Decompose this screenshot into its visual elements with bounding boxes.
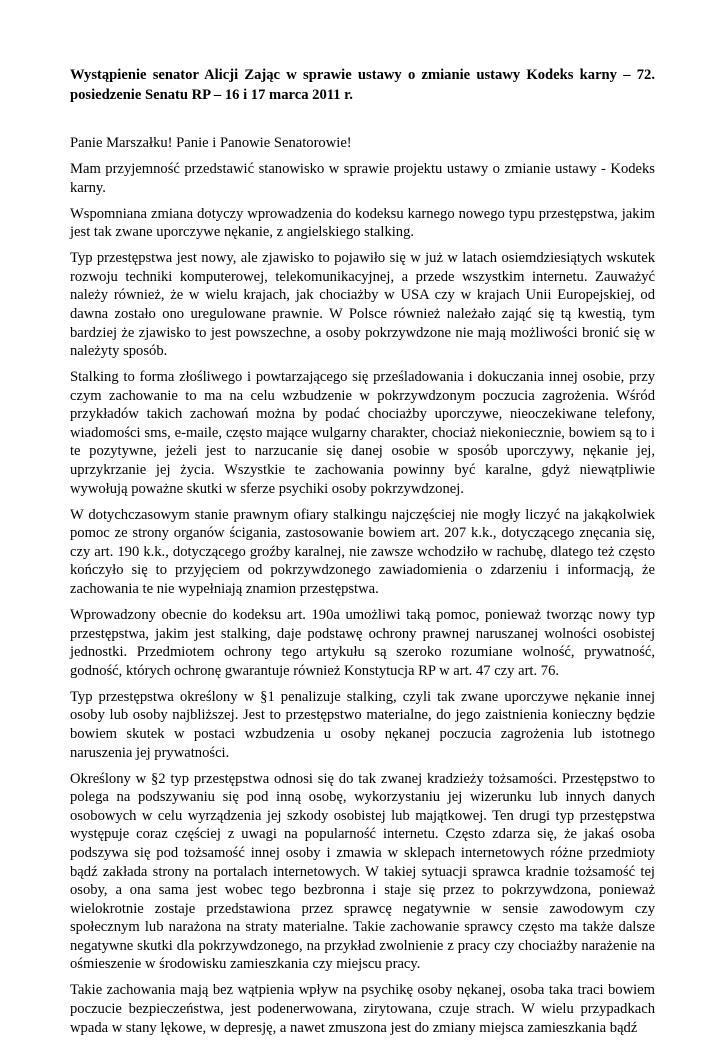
body-paragraph: Wprowadzony obecnie do kodeksu art. 190a umożliwi taką pomoc, ponieważ tworząc nowy typ przestępstwa, jakim jest stalking, daje podstawę ochrony prawnej naruszanej wolności osobistej jednostki. Przedmiotem ochrony tego artykułu są szeroko rozumiane wolność, prywatność, godność, których ochronę gwarantuje również Konstytucja RP w art. 47 czy art. 76. [70, 607, 655, 679]
body-paragraph: Określony w §2 typ przestępstwa odnosi się do tak zwanej kradzieży tożsamości. Przestępstwo to polega na podszywaniu się pod inną osobę, wykorzystaniu jej wizerunku lub innych danych osobowych w celu wyrządzenia jej szkody osobistej lub majątkowej. Ten drugi typ przestępstwa występuje coraz częściej z uwagi na popularność internetu. Często zdarza się, że jakaś osoba podszywa się pod tożsamość innej osoby i zmawia w sklepach internetowych różne przedmioty bądź zakłada strony na portalach internetowych. W takiej sytuacji sprawca kradnie tożsamość tej osoby, a ona sama jest wobec tego bezbronna i staje się przez to pokrzywdzona, ponieważ wielokrotnie zostaje przedstawiona przez sprawcę negatywnie w sensie zawodowym czy społecznym lub narażona na straty materialne. Takie zachowanie sprawcy często ma także dalsze negatywne skutki dla pokrzywdzonego, na przykład zwolnienie z pracy czy chociażby narażenie na ośmieszenie w środowisku zamieszkania czy miejscu pracy. [70, 770, 655, 973]
body-paragraph: Takie zachowania mają bez wątpienia wpływ na psychikę osoby nękanej, osoba taka traci bowiem poczucie bezpieczeństwa, jest podenerwowana, zirytowana, czuje strach. W wielu przypadkach wpada w stany lękowe, w depresję, a nawet zmuszona jest do zmiany miejsca zamieszkania bądź [70, 982, 655, 1036]
body-paragraph: W dotychczasowym stanie prawnym ofiary stalkingu najczęściej nie mogły liczyć na jakąkolwiek pomoc ze strony organów ścigania, zastosowanie bowiem art. 207 k.k., dotyczącego znęcania się, czy art. 190 k.k., dotyczącego groźby karalnej, nie zawsze wchodziło w rachubę, dlatego też często kończyło się to przyjęciem od pokrzywdzonego zawiadomienia o zdarzeniu i informacją, że zachowania te nie wypełniają znamion przestępstwa. [70, 506, 655, 598]
salutation-paragraph: Panie Marszałku! Panie i Panowie Senatorowie! [70, 135, 352, 151]
document-body [70, 66, 655, 1045]
body-paragraph: Wspomniana zmiana dotyczy wprowadzenia do kodeksu karnego nowego typu przestępstwa, jakim jest tak zwane uporczywe nękanie, z angielskiego stalking. [70, 205, 655, 241]
body-paragraph: Typ przestępstwa określony w §1 penalizuje stalking, czyli tak zwane uporczywe nękanie innej osoby lub osoby najbliższej. Jest to przestępstwo materialne, do jego zaistnienia konieczny będzie bowiem skutek w postaci wzbudzenia u osoby nękanej poczucia zagrożenia lub istotnego naruszenia jej prywatności. [70, 688, 655, 761]
body-paragraph: Typ przestępstwa jest nowy, ale zjawisko to pojawiło się w już w latach osiemdziesiątych wskutek rozwoju techniki komputerowej, telekomunikacyjnej, a przede wszystkim internetu. Zauważyć należy również, że w wielu krajach, jak chociażby w USA czy w krajach Unii Europejskiej, od dawna zostało ono uregulowane prawnie. W Polsce również należało zająć się tą kwestią, tym bardziej że zjawisko to jest powszechne, a osoby pokrzywdzone nie mają możliwości bronić się w należyty sposób. [70, 250, 655, 360]
document-title: Wystąpienie senator Alicji Zając w sprawie ustawy o zmianie ustawy Kodeks karny – 72. posiedzenie Senatu RP – 16 i 17 marca 2011 r. [70, 67, 655, 103]
body-paragraph: Stalking to forma złośliwego i powtarzającego się prześladowania i dokuczania innej osobie, przy czym zachowanie to ma na celu wzbudzenie w pokrzywdzonym poczucia zagrożenia. Wśród przykładów takich zachowań można by podać chociażby uporczywe, nieoczekiwane telefony, wiadomości sms, e-maile, często mające wulgarny charakter, chociaż niekoniecznie, bowiem są to i te pozytywne, jeżeli jest to narzucanie się danej osobie w sposób uporczywy, nękanie jej, uprzykrzanie jej życia. Wszystkie te zachowania powinny być karalne, gdyż niewątpliwie wywołują poważne skutki w sferze psychiki osoby pokrzywdzonej. [70, 369, 655, 497]
body-paragraph: Mam przyjemność przedstawić stanowisko w sprawie projektu ustawy o zmianie ustawy - Kodeks karny. [70, 160, 655, 196]
